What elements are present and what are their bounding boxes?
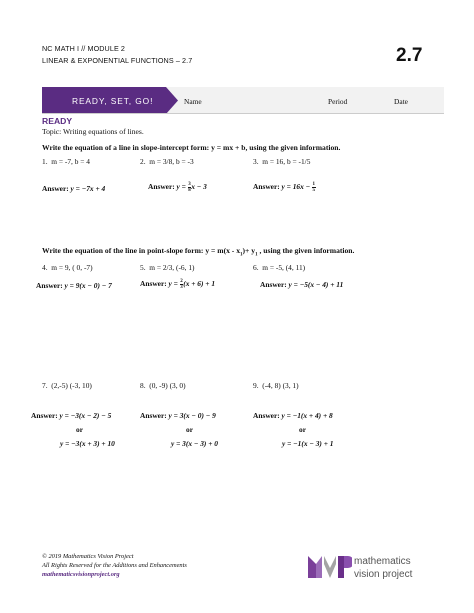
problem-9	[253, 381, 299, 390]
answer-fraction: $\frac{2}{3}$	[180, 279, 183, 290]
answer-label: Answer:	[31, 411, 58, 420]
answer-label: Answer:	[260, 280, 287, 289]
footer-link[interactable]: mathematicsvisionproject.org	[42, 571, 120, 578]
problem-number: 6.	[253, 263, 259, 272]
period-label: Period	[328, 97, 348, 106]
answer-label: Answer:	[253, 411, 280, 420]
answer-4	[36, 281, 112, 290]
or-label: or	[299, 425, 306, 434]
answer-7	[31, 411, 111, 420]
answer-label: Answer:	[42, 184, 69, 193]
answer-1	[42, 184, 105, 193]
or-label: or	[186, 425, 193, 434]
problem-given: m = 2/3, (-6, 1)	[149, 263, 195, 272]
answer-9-alt: y = −1(x − 3) + 1	[282, 439, 334, 448]
banner-title: READY, SET, GO!	[72, 96, 154, 106]
answer-label: Answer:	[148, 182, 175, 192]
problem-number: 5.	[140, 263, 146, 272]
logo-text-line1: mathematics	[354, 556, 411, 567]
date-label: Date	[394, 97, 408, 106]
section-title: READY	[42, 116, 73, 126]
answer-label: Answer:	[253, 182, 280, 192]
answer-fraction: $\frac{1}{5}$	[312, 182, 315, 193]
answer-6	[260, 280, 343, 289]
name-label: Name	[184, 97, 202, 106]
problem-given: (2,-5) (-3, 10)	[51, 381, 92, 390]
problem-8	[140, 381, 186, 390]
part1-instruction: Write the equation of a line in slope-intercept form: y = mx + b, using the given information.	[42, 143, 341, 152]
answer-fraction: $\frac{3}{8}$	[188, 182, 191, 193]
problem-number: 2.	[140, 157, 146, 166]
problem-given: (-4, 8) (3, 1)	[262, 381, 299, 390]
problem-number: 9.	[253, 381, 259, 390]
problem-6	[253, 263, 305, 272]
problem-given: m = 3/8, b = -3	[149, 157, 194, 166]
logo-text-line2: vision project	[354, 569, 413, 580]
mvp-logo-icon	[308, 552, 352, 578]
answer-equation: y = −7x + 4	[70, 184, 106, 193]
problem-given: (0, -9) (3, 0)	[149, 381, 186, 390]
answer-equation-end: (x + 6) + 1	[183, 279, 216, 289]
answer-equation-end: x − 3	[191, 182, 207, 192]
rights-text: All Rights Reserved for the Additions and Enhancements	[42, 562, 187, 569]
answer-9	[253, 411, 333, 420]
answer-equation-start: y =	[168, 279, 180, 289]
problem-number: 8.	[140, 381, 146, 390]
part2-instruction: Write the equation of the line in point-slope form: $y = m(x - x_1)+ y_1$ , using the given information.	[42, 246, 355, 258]
problem-5	[140, 263, 194, 272]
answer-equation: y = 3(x − 0) − 9	[168, 411, 216, 420]
answer-8	[140, 411, 216, 420]
problem-given: m = -5, (4, 11)	[262, 263, 306, 272]
or-label: or	[76, 425, 83, 434]
unit-header: LINEAR & EXPONENTIAL FUNCTIONS – 2.7	[42, 56, 193, 65]
answer-equation-start: y =	[176, 182, 188, 192]
problem-4	[42, 263, 93, 272]
course-header: NC MATH I // MODULE 2	[42, 44, 126, 53]
problem-1	[42, 157, 90, 166]
problem-given: m = -7, b = 4	[51, 157, 90, 166]
problem-7	[42, 381, 92, 390]
problem-2	[140, 157, 194, 166]
problem-3	[253, 157, 310, 166]
problem-number: 4.	[42, 263, 48, 272]
answer-label: Answer:	[140, 279, 167, 289]
answer-5	[140, 279, 215, 290]
topic-text: Topic: Writing equations of lines.	[42, 127, 144, 136]
answer-8-alt: y = 3(x − 3) + 0	[171, 439, 218, 448]
answer-equation: y = −5(x − 4) + 11	[288, 280, 344, 289]
answer-equation: y = 9(x − 0) − 7	[64, 281, 112, 290]
answer-label: Answer:	[140, 411, 167, 420]
answer-equation-start: y = 16x −	[281, 182, 312, 192]
answer-equation: y = −3(x − 2) − 5	[59, 411, 112, 420]
answer-label: Answer:	[36, 281, 63, 290]
answer-2	[148, 182, 207, 193]
copyright-text: © 2019 Mathematics Vision Project	[42, 553, 134, 560]
problem-number: 3.	[253, 157, 259, 166]
problem-given: m = 16, b = -1/5	[262, 157, 311, 166]
problem-number: 1.	[42, 157, 48, 166]
answer-7-alt: y = −3(x + 3) + 10	[60, 439, 115, 448]
problem-number: 7.	[42, 381, 48, 390]
answer-3	[253, 182, 316, 193]
lesson-number: 2.7	[396, 45, 423, 66]
answer-equation: y = −1(x + 4) + 8	[281, 411, 333, 420]
problem-given: m = 9, ( 0, -7)	[51, 263, 93, 272]
